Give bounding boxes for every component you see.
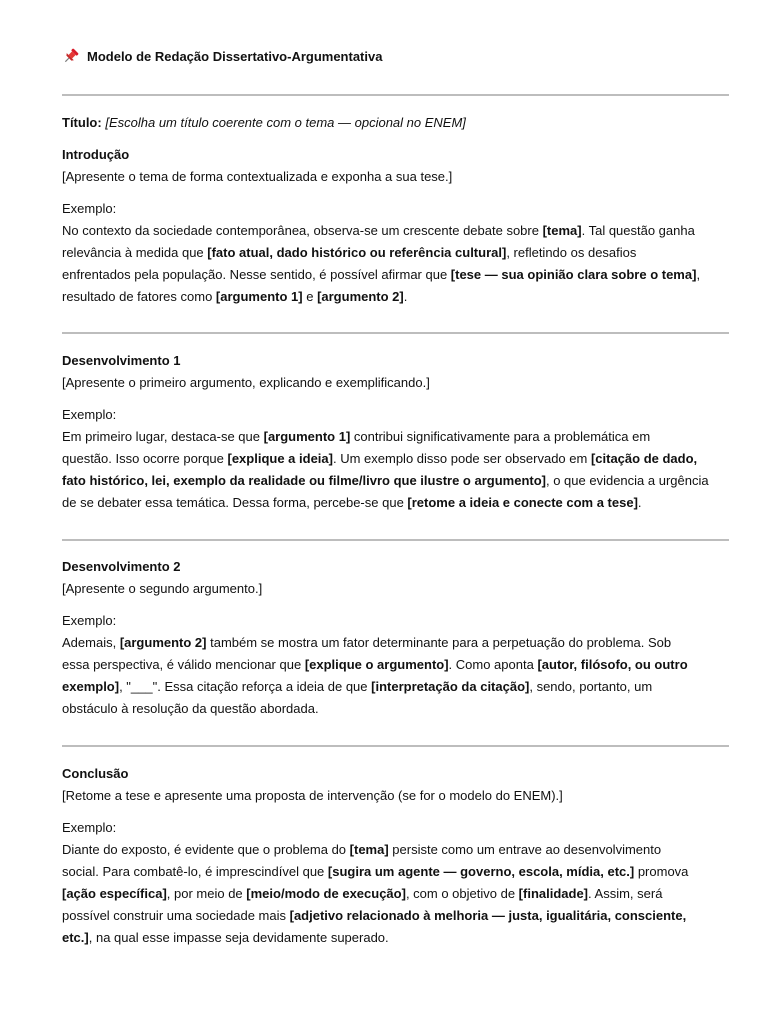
placeholder-bold: [explique o argumento]: [304, 657, 449, 672]
example-text-line: [62, 839, 730, 861]
text-run: social. Para combatê-lo, é imprescindível que: [62, 864, 328, 879]
section-instruction: [Retome a tese e apresente uma proposta de intervenção (se for o modelo do ENEM).]: [62, 788, 563, 803]
text-run: .: [403, 289, 408, 304]
text-run: , refletindo os desafios: [506, 245, 637, 260]
text-run: também se mostra um fator determinante para a perpetuação do problema. Sob: [206, 635, 672, 650]
example-text-line: [62, 242, 730, 264]
section-title: Introdução: [62, 147, 130, 162]
text-run: . Como aponta: [448, 657, 538, 672]
example-label: Exemplo:: [62, 407, 117, 422]
text-run: , "___". Essa citação reforça a ideia de que: [119, 679, 372, 694]
text-run: , com o objetivo de: [405, 886, 519, 901]
text-run: possível construir uma sociedade mais: [62, 908, 290, 923]
titulo-hint: [Escolha um título coerente com o tema — opcional no ENEM]: [105, 115, 466, 130]
example-text-line: [62, 632, 730, 654]
placeholder-bold: [tese — sua opinião clara sobre o tema]: [450, 267, 697, 282]
text-run: . Tal questão ganha: [581, 223, 695, 238]
example-text-line: [62, 426, 730, 448]
divider: [62, 539, 729, 541]
section-title: Conclusão: [62, 766, 129, 781]
text-run: .: [637, 495, 642, 510]
example-text-line: [62, 448, 730, 470]
text-run: , na qual esse impasse seja devidamente superado.: [88, 930, 389, 945]
text-run: Diante do exposto, é evidente que o problema do: [62, 842, 350, 857]
text-run: relevância à medida que: [62, 245, 208, 260]
text-run: . Um exemplo disso pode ser observado em: [332, 451, 591, 466]
example-text-line: [62, 883, 730, 905]
document-header: [62, 47, 382, 65]
text-run: persiste como um entrave ao desenvolvimento: [388, 842, 662, 857]
example-text-line: [62, 927, 730, 949]
placeholder-bold: [tema]: [349, 842, 389, 857]
text-run: ,: [696, 267, 701, 282]
section-title: Desenvolvimento 2: [62, 559, 181, 574]
text-run: Em primeiro lugar, destaca-se que: [62, 429, 264, 444]
section-desenvolvimento-2: [62, 556, 730, 720]
placeholder-bold: [fato atual, dado histórico ou referência cultural]: [207, 245, 507, 260]
spacer: [62, 600, 730, 610]
placeholder-bold: [argumento 2]: [119, 635, 207, 650]
placeholder-bold: [adjetivo relacionado à melhoria — justa, igualitária, consciente,: [289, 908, 687, 923]
text-run: contribui significativamente para a problemática em: [350, 429, 651, 444]
text-run: , sendo, portanto, um: [529, 679, 653, 694]
placeholder-bold: [argumento 2]: [317, 289, 404, 304]
example-text-line: [62, 654, 730, 676]
pushpin-icon: [62, 47, 80, 65]
text-run: questão. Isso ocorre porque: [62, 451, 228, 466]
text-run: Ademais,: [62, 635, 120, 650]
placeholder-bold: [argumento 1]: [263, 429, 351, 444]
text-run: promova: [634, 864, 689, 879]
example-text-line: [62, 676, 730, 698]
placeholder-bold: [retome a ideia e conecte com a tese]: [407, 495, 638, 510]
placeholder-bold: exemplo]: [62, 679, 120, 694]
text-run: essa perspectiva, é válido mencionar que: [62, 657, 305, 672]
placeholder-bold: [citação de dado,: [590, 451, 698, 466]
section-desenvolvimento-1: [62, 350, 730, 514]
example-text-line: [62, 861, 730, 883]
example-label: Exemplo:: [62, 820, 117, 835]
placeholder-bold: [sugira um agente — governo, escola, mídia, etc.]: [327, 864, 635, 879]
section-instruction: [Apresente o tema de forma contextualizada e exponha a sua tese.]: [62, 169, 453, 184]
section-introducao: [62, 144, 730, 308]
placeholder-bold: [autor, filósofo, ou outro: [537, 657, 688, 672]
text-run: , o que evidencia a urgência: [545, 473, 709, 488]
text-run: No contexto da sociedade contemporânea, observa-se um crescente debate sobre: [62, 223, 543, 238]
example-text-line: [62, 220, 730, 242]
placeholder-bold: etc.]: [62, 930, 89, 945]
text-run: enfrentados pela população. Nesse sentido, é possível afirmar que: [62, 267, 451, 282]
titulo-line: [62, 112, 730, 134]
text-run: de se debater essa temática. Dessa forma, percebe-se que: [62, 495, 408, 510]
document-title: Modelo de Redação Dissertativo-Argumentativa: [87, 48, 383, 64]
placeholder-bold: [argumento 1]: [215, 289, 303, 304]
text-run: Assim, será: [594, 886, 663, 901]
divider: [62, 332, 729, 334]
example-label: Exemplo:: [62, 201, 117, 216]
section-instruction: [Apresente o segundo argumento.]: [62, 581, 263, 596]
example-text-line: [62, 286, 730, 308]
spacer: [62, 188, 730, 198]
spacer: [62, 807, 730, 817]
divider: [62, 94, 729, 96]
example-text-line: [62, 698, 730, 720]
placeholder-bold: [meio/modo de execução]: [246, 886, 406, 901]
section-instruction: [Apresente o primeiro argumento, explicando e exemplificando.]: [62, 375, 430, 390]
section-conclusao: [62, 763, 730, 949]
text-run: .: [588, 886, 595, 901]
divider: [62, 745, 729, 747]
titulo-section: [62, 112, 730, 134]
example-text-line: [62, 264, 730, 286]
example-text-line: [62, 470, 730, 492]
placeholder-bold: [ação específica]: [62, 886, 167, 901]
placeholder-bold: [interpretação da citação]: [371, 679, 530, 694]
placeholder-bold: fato histórico, lei, exemplo da realidade ou filme/livro que ilustre o argumento]: [62, 473, 546, 488]
text-run: , por meio de: [166, 886, 247, 901]
placeholder-bold: [explique a ideia]: [227, 451, 333, 466]
section-title: Desenvolvimento 1: [62, 353, 181, 368]
titulo-label: Título:: [62, 115, 102, 130]
text-run: e: [302, 289, 318, 304]
placeholder-bold: [finalidade]: [518, 886, 589, 901]
text-run: obstáculo à resolução da questão abordada.: [62, 701, 319, 716]
example-text-line: [62, 905, 730, 927]
example-label: Exemplo:: [62, 613, 117, 628]
text-run: resultado de fatores como: [62, 289, 216, 304]
placeholder-bold: [tema]: [542, 223, 582, 238]
spacer: [62, 394, 730, 404]
example-text-line: [62, 492, 730, 514]
